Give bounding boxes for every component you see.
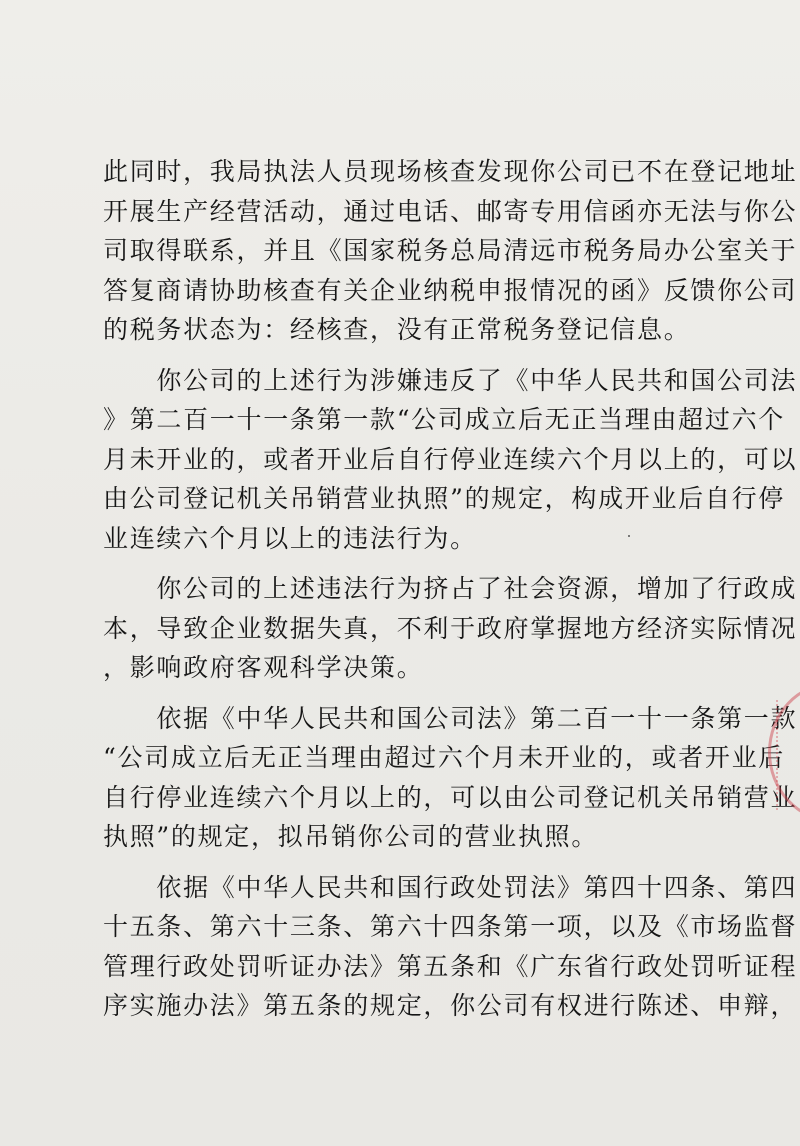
- text-line: 你公司的上述违法行为挤占了社会资源，增加了行政成: [103, 574, 798, 603]
- document-body: [103, 152, 798, 1026]
- text-line: 依据《中华人民共和国公司法》第二百一十一条第一款: [103, 703, 798, 733]
- paragraph-gap: [103, 558, 703, 569]
- text-line: 自行停业连续六个月以上的，可以由公司登记机关吊销营业: [103, 782, 798, 812]
- text-line: 司取得联系，并且《国家税务总局清远市税务局办公室关于: [103, 236, 798, 265]
- paragraph-1: [103, 152, 798, 350]
- paragraph-gap: [103, 350, 703, 361]
- text-line: 十五条、第六十三条、第六十四条第一项，以及《市场监督: [103, 912, 798, 941]
- text-line: 的税务状态为：经核查，没有正常税务登记信息。: [103, 315, 691, 344]
- text-line: 开展生产经营活动，通过电话、邮寄专用信函亦无法与你公: [103, 196, 798, 226]
- text-line: 本，导致企业数据失真，不利于政府掌握地方经济实际情况: [103, 613, 798, 643]
- text-line: 依据《中华人民共和国行政处罚法》第四十四条、第四: [103, 872, 798, 902]
- paragraph-3: [103, 569, 798, 688]
- text-line: 执照”的规定，拟吊销你公司的营业执照。: [103, 822, 599, 851]
- text-line: 由公司登记机关吊销营业执照”的规定，构成开业后自行停: [103, 484, 785, 513]
- text-line: 月未开业的，或者开业后自行停业连续六个月以上的，可以: [103, 444, 798, 474]
- paragraph-2: [103, 361, 798, 559]
- paragraph-gap: [103, 857, 703, 868]
- scan-speck: [628, 535, 630, 537]
- text-line: 管理行政处罚听证办法》第五条和《广东省行政处罚听证程: [103, 951, 798, 981]
- official-seal-fragment-icon: [762, 682, 800, 827]
- paragraph-5: [103, 868, 798, 1026]
- text-line: 序实施办法》第五条的规定，你公司有权进行陈述、申辩，: [103, 991, 798, 1020]
- paragraph-gap: [103, 688, 703, 699]
- text-line: 你公司的上述行为涉嫌违反了《中华人民共和国公司法: [103, 365, 798, 395]
- paragraph-4: [103, 699, 798, 857]
- text-line: 》第二百一十一条第一款“公司成立后无正当理由超过六个: [103, 405, 785, 434]
- seal-inner-mark: [776, 700, 796, 810]
- text-line: 答复商请协助核查有关企业纳税申报情况的函》反馈你公司: [103, 275, 798, 305]
- text-line: ，影响政府客观科学决策。: [103, 653, 424, 682]
- text-line: “公司成立后无正当理由超过六个月未开业的，或者开业后: [103, 743, 785, 772]
- text-line: 此同时，我局执法人员现场核查发现你公司已不在登记地址: [103, 157, 798, 186]
- text-line: 业连续六个月以上的违法行为。: [103, 523, 477, 553]
